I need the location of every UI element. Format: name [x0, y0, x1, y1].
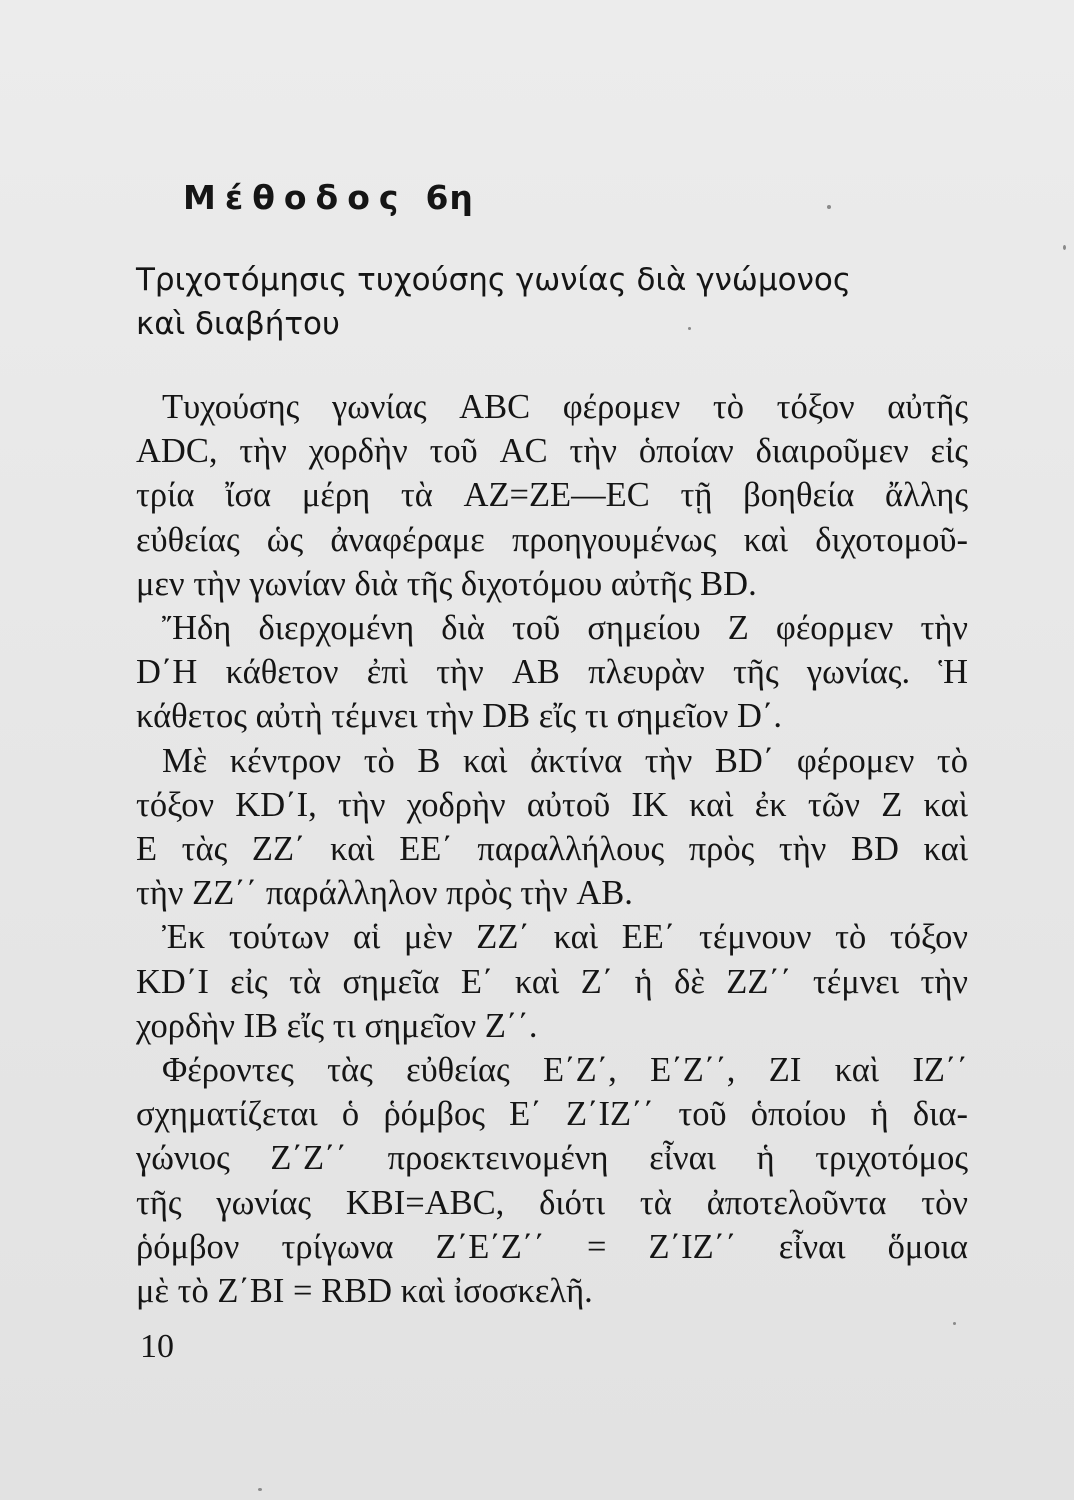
text-line: κάθετος αὐτὴ τέμνει τὴν DB εἴς τι σημεῖον D΄. [136, 697, 783, 736]
text-line: KD΄I εἰς τὰ σημεῖα E΄ καὶ Z΄ ἡ δὲ ZZ΄΄ τέμνει τὴν [136, 962, 968, 1001]
heading-number: 6η [425, 178, 474, 217]
text-line: γώνιος Z΄Z΄΄ προεκτεινομένη εἶναι ἡ τριχοτόμος [136, 1139, 968, 1178]
text-line: Ἤδη διερχομένη διὰ τοῦ σημείου Z φέορμεν τὴν [162, 609, 968, 648]
text-line: ῥόμβον τρίγωνα Z΄E΄Z΄΄ = Z΄IZ΄΄ εἶναι ὅμοια [136, 1227, 968, 1266]
subtitle-line: Τριχοτόμησις τυχούσης γωνίας διὰ γνώμονος [136, 262, 852, 298]
text-line: μὲ τὸ Z΄BI = RBD καὶ ἰσοσκελῆ. [136, 1272, 593, 1311]
print-speck [827, 205, 831, 209]
heading-title: Μέθοδος [183, 178, 408, 217]
text-line: Μὲ κέντρον τὸ B καὶ ἀκτίνα τὴν BD΄ φέρομεν τὸ [162, 741, 968, 780]
text-line: Ἐκ τούτων αἱ μὲν ZZ΄ καὶ EE΄ τέμνουν τὸ τόξον [162, 918, 968, 957]
print-speck [688, 327, 691, 330]
text-line: τόξον KD΄I, τὴν χοδρὴν αὐτοῦ IK καὶ ἐκ τῶν Z καὶ [136, 785, 968, 824]
text-line: σχηματίζεται ὁ ῥόμβος E΄ Z΄IZ΄΄ τοῦ ὁποίου ἡ δια- [136, 1095, 968, 1134]
section-subtitle [136, 258, 956, 346]
page-number: 10 [140, 1328, 174, 1365]
print-speck [1063, 245, 1066, 250]
text-line: Τυχούσης γωνίας ABC φέρομεν τὸ τόξον αὐτῆς [162, 388, 968, 426]
text-line: τῆς γωνίας KBI=ABC, διότι τὰ ἀποτελοῦντα τὸν [136, 1183, 968, 1222]
text-line: εὐθείας ὡς ἀναφέραμε προηγουμένως καὶ διχοτομοῦ- [136, 520, 968, 559]
text-line: Φέροντες τὰς εὐθείας E΄Z΄, E΄Z΄΄, ZI καὶ IZ΄΄ [162, 1051, 968, 1090]
section-heading [183, 178, 474, 217]
print-speck [258, 1488, 262, 1491]
text-line: τρία ἴσα μέρη τὰ AZ=ZE—EC τῇ βοηθεία ἄλλης [136, 476, 968, 515]
text-line: τὴν ZZ΄΄ παράλληλον πρὸς τὴν AB. [136, 874, 633, 913]
text-line: E τὰς ZZ΄ καὶ EE΄ παραλλήλους πρὸς τὴν BD καὶ [136, 830, 968, 869]
text-line: χορδὴν IB εἴς τι σημεῖον Z΄΄. [136, 1006, 538, 1045]
body-paragraphs [136, 385, 968, 1313]
text-line: D΄H κάθετον ἐπὶ τὴν AB πλευρὰν τῆς γωνίας. Ἡ [136, 653, 968, 692]
subtitle-line: καὶ διαβήτου [136, 306, 340, 342]
text-line: ADC, τὴν χορδὴν τοῦ AC τὴν ὁποίαν διαιροῦμεν εἰς [136, 432, 968, 471]
print-speck [953, 1322, 956, 1325]
text-line: μεν τὴν γωνίαν διὰ τῆς διχοτόμου αὐτῆς BD. [136, 564, 757, 603]
